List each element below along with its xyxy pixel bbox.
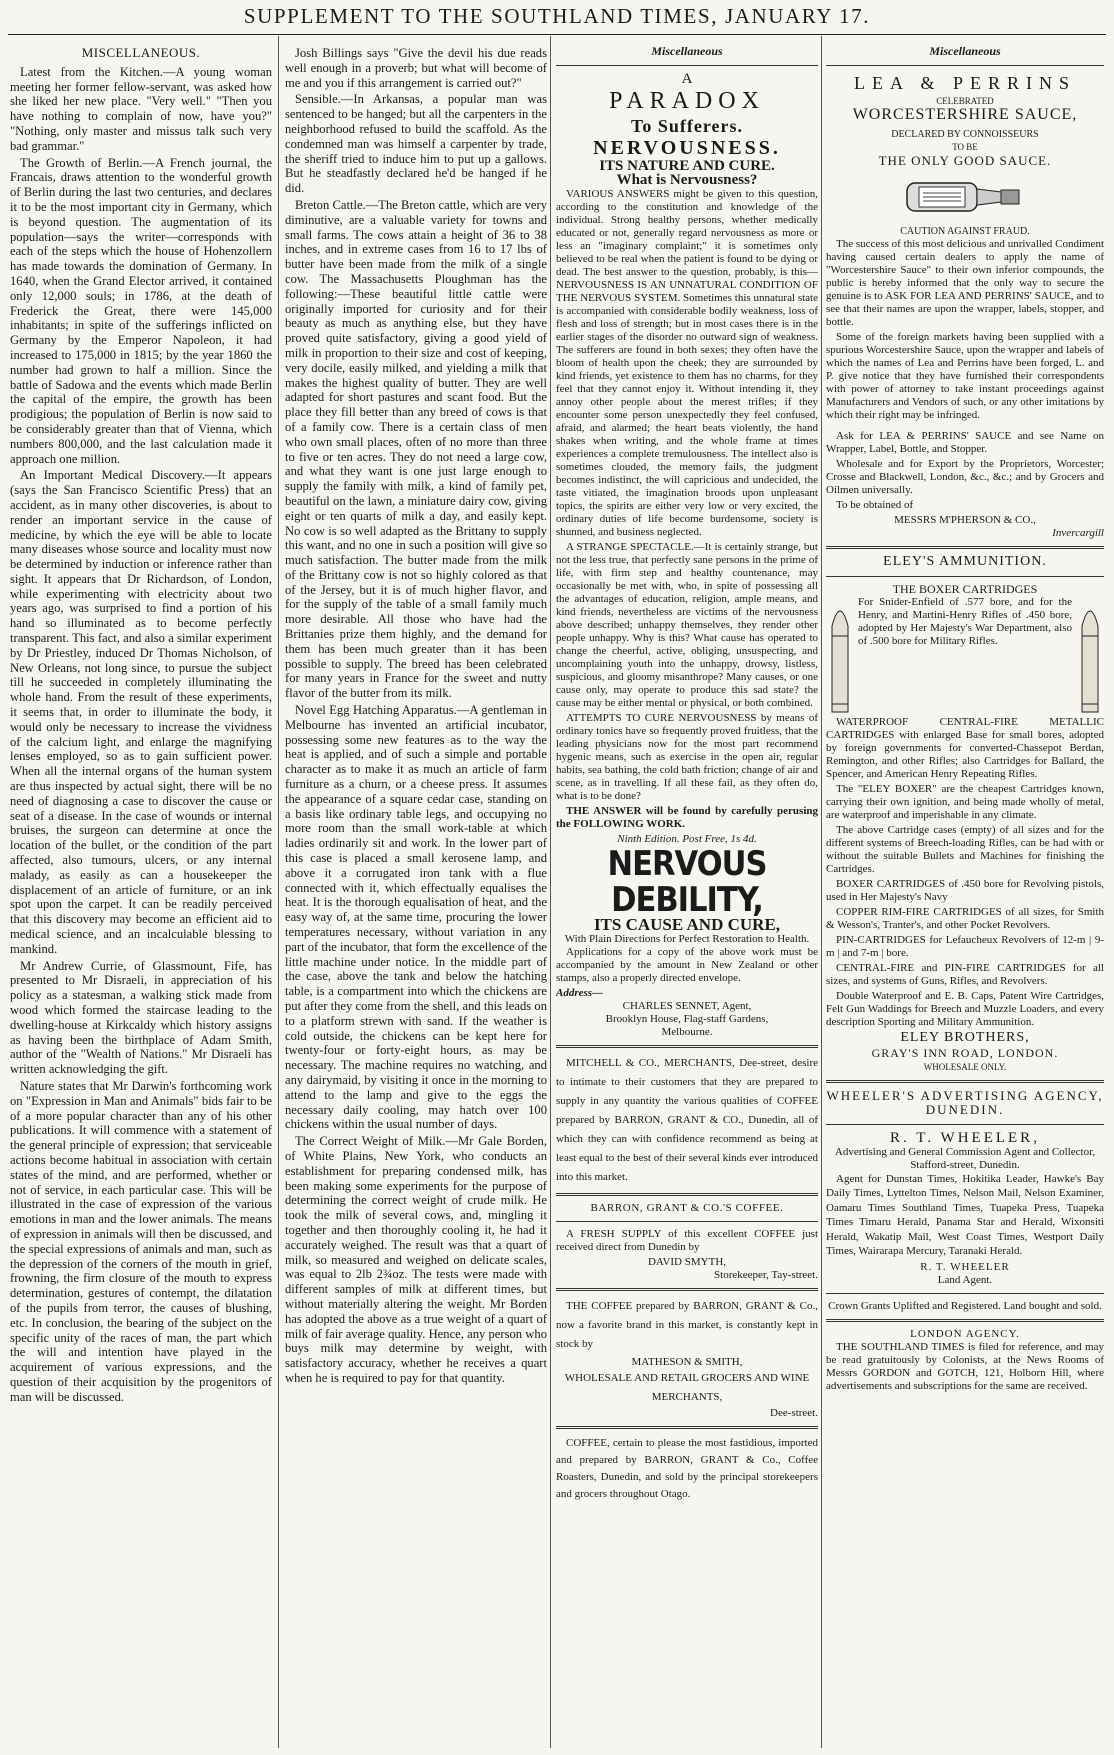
divider [556,1193,818,1196]
ad-letter: A [681,70,693,87]
divider [826,1319,1104,1322]
divider [556,1288,818,1291]
ad-header: BARRON, GRANT & CO.'S COFFEE. [590,1201,784,1214]
ad-header: ELEY'S AMMUNITION. [883,554,1047,570]
ad-label: Address— [556,986,604,999]
sauce-bottle-icon [905,175,1025,219]
article-paragraph: Mr Andrew Currie, of Glassmount, Fife, has presented to Mr Disraeli, in appreciation of his policy as a statesman, a walking stick made from wood which formed the staircase leading to the dwelling-house at Kirkcaldy which history assigns as having been the birthplace of Adam Smith, author of the "Wealth of Nations." Mr Disraeli has written acknowledging the gift. [10,958,272,1077]
ad-text: CAUTION AGAINST FRAUD. [900,226,1030,238]
ad-paragraph: Advertising and General Commission Agent and Collector, [834,1145,1096,1158]
ad-paragraph: VARIOUS ANSWERS might be given to this question, according to the constitution and knowledge of the individual. Strong healthy persons, whether medically educated or not, generally regard nervousness as more or less an "imaginary complaint;" it is sometimes only believed to be real when the patient is found to be dying or dead. The best answer to the question, probably, is this—NERVOUSNESS IS AN UNNATURAL CONDITION OF THE NERVOUS SYSTEM. Sometimes this unnatural state is accompanied with considerable bodily weakness, loss of flesh and loss of strength; but in most cases there is in the earlier stages of the disorder no outward sign of weakness. The sufferers are found in both sexes; they often have the bloom of health upon the cheek; they are surrounded by kind friends, yet existence to them has no charms, for they feel that they cannot enjoy it. Without intending it, they annoy other people about the merest trifles; if they encounter some person unexpectedly they feel confused, afraid, and alarmed; the heart beats violently, the hand shakes when writing, and the whole frame at times experiences a complete tremulousness. The intellect also is sometimes clouded, the memory fails, the judgment becomes indistinct, the will capricious and undecided, the taste vitiated, the imagination broods upon unpleasant topics, the spirits are either very low or very excited, the ordinary duties of life become burdensome, society is shunned, and business neglected. [556,188,818,539]
ad-header: WHEELER'S ADVERTISING AGENCY, DUNEDIN. [826,1087,1104,1118]
ad-paragraph: BOXER CARTRIDGES of .450 bore for Revolving pistols, used in Her Majesty's Navy [826,877,1104,903]
divider [826,1124,1104,1125]
section-header: MISCELLANEOUS. [81,45,201,60]
article-paragraph: The Correct Weight of Milk.—Mr Gale Borden, of White Plains, New York, who conducts an establishment for preparing condensed milk, has been making some experiments for the purpose of determining the correct weight of crude milk. He took the milk of several cows, and, mingling it together and then thoroughly cooling it, he had it accurately weighed. The result was that a quart of milk, so measured and weighed on delicate scales, was equal to 2lb 2¾oz. The tests were made with different samples of milk at different times, but without materially altering the weight. Mr Borden has adopted the above as a true weight of a quart of milk of fair average quality. Hence, any person who buys milk may determine by weight, with satisfactory accuracy, whether he receives a quart when he is required to pay for that quantity. [285,1134,547,1385]
ad-name: ELEY BROTHERS, [900,1029,1030,1045]
ad-headline: NERVOUS DEBILITY, [607,844,767,921]
ad-paragraph: THE COFFEE prepared by BARRON, GRANT & Co., now a favorite brand in this market, is constantly kept in stock by [556,1299,818,1350]
divider [556,65,818,66]
ad-paragraph: PIN-CARTRIDGES for Lefaucheux Revolvers of 12-m | 9-m | and 7-m | bore. [826,933,1104,959]
ad-paragraph: The above Cartridge cases (empty) of all sizes and for the different systems of Breech-loading Rifles, can be had with or without the suitable Bullets and Machines for finishing the Cartridges. [826,823,1104,875]
ad-text: Land Agent. [937,1273,993,1286]
ad-name: MATHESON & SMITH, [631,1355,743,1368]
ad-name: R. T. WHEELER [920,1260,1010,1273]
ad-paragraph: Ask for LEA & PERRINS' SAUCE and see Name on Wrapper, Label, Bottle, and Stopper. [826,430,1104,456]
column-divider [550,36,551,1748]
ad-paragraph: COPPER RIM-FIRE CARTRIDGES of all sizes, for Smith & Wesson's, Tranter's, and other Pocket Revolvers. [826,905,1104,931]
ad-text: DECLARED BY CONNOISSEURS [891,129,1039,141]
ad-paragraph: COFFEE, certain to please the most fastidious, imported and prepared by BARRON, GRANT & Co., Coffee Roasters, Dunedin, and sold by the principal storekeepers and grocers throughout Otago. [556,1436,818,1500]
ad-paragraph: A STRANGE SPECTACLE.—It is certainly strange, but not the less true, that perfectly sane persons in the prime of life, with firm step and healthy countenance, may occasionally be met with, who, in spite of possessing all the advantages of education, religion, ample means, and kind friends, nevertheless are victims of the nervousness above described; unhappy themselves, they render other people unhappy. Why is this? What cause has operated to change the cheerful, active, obliging, unsuspecting, and uncomplaining youth into the unhappy, drowsy, listless, suspicious, and gloomy misanthrope? Many causes, or one cause only, may operate to produce this sad state? the cause may be either mental or physical, or both combined. [556,541,818,710]
section-header: Miscellaneous [929,44,1001,58]
ad-subheadline: To Sufferers. [631,115,743,136]
ad-address: GRAY'S INN ROAD, LONDON. [871,1045,1059,1060]
column-4 [826,40,1104,1740]
ad-address: CHARLES SENNET, Agent, [622,999,752,1012]
ad-paragraph: Wholesale and for Export by the Proprietors, Worcester; Crosse and Blackwell, London, &c., &c.; and by Grocers and Oilmen universally. [826,458,1104,497]
ad-address: Brooklyn House, Flag-staff Gardens, [605,1012,769,1025]
ad-text: TO BE [952,142,978,153]
column-2 [285,40,547,1740]
ad-paragraph: A FRESH SUPPLY of this excellent COFFEE just received direct from Dunedin by [556,1227,818,1253]
section-header: Miscellaneous [651,44,723,58]
ad-subheadline: ITS CAUSE AND CURE, [593,915,781,935]
ad-header: LONDON AGENCY. [910,1327,1020,1340]
ad-paragraph: WATERPROOF CENTRAL-FIRE METALLIC CARTRIDGES with enlarged Base for small bores, adopted by foreign governments for converted-Chassepot Berdan, Remington, and other Rifles; also Cartridges for Ballard, the Spencer, and American Henry Repeating Rifles. [826,715,1104,780]
ad-subheadline: What is Nervousness? [616,172,758,189]
ad-paragraph: With Plain Directions for Perfect Restoration to Health. [564,932,810,945]
ad-text: CELEBRATED [936,95,994,106]
ad-paragraph: Applications for a copy of the above work must be accompanied by the amount in New Zealand or other stamps, also a properly directed envelope. [556,945,818,984]
ad-address: Invercargill [1052,527,1104,540]
article-paragraph: Josh Billings says "Give the devil his due reads well enough in a proverb; but what will become of me and you if this arrangement is carried out?" [285,46,547,90]
ad-headline: NERVOUSNESS. [593,136,781,159]
ad-name: MESSRS M'PHERSON & CO., [894,514,1036,527]
ad-text: WHOLESALE ONLY. [923,1061,1007,1072]
ad-paragraph: Double Waterproof and E. B. Caps, Patent Wire Cartridges, Felt Gun Waddings for Breech and Muzzle Loaders, and every description Sporting and Military Ammunition. [826,989,1104,1028]
divider [826,1080,1104,1083]
ad-address: Storekeeper, Tay-street. [714,1268,818,1281]
ad-address: Stafford-street, Dunedin. [910,1158,1020,1171]
ad-name: R. T. WHEELER, [890,1130,1040,1147]
divider [556,1045,818,1048]
ad-paragraph: MITCHELL & CO., MERCHANTS, Dee-street, desire to intimate to their customers that they are prepared to supply in any quantity the various qualities of COFFEE prepared by BARRON, GRANT & CO., Dunedin, all of which they can with confidence recommend as being at least equal to the best of their several kinds ever introduced into this market. [556,1056,818,1183]
ad-headline: LEA & PERRINS [853,72,1077,93]
article-paragraph: The Growth of Berlin.—A French journal, the Francais, draws attention to the wonderful growth of Berlin during the last two centuries, and declares it to be the most important city in Germany, which is beyond question. The augmentation of its population—says the writer—corresponds with each of the steps which the house of Hohenzollern has made towards the domination of Germany. In 1640, when the Grand Elector arrived, it contained only 12,000 souls; in 1786, at the death of Frederick the Great, there were 145,000 inhabitants; in spite of the sufferings inflicted on Germany by the Emperor Napoleon, it had increased to 175,000 in 1815; by the year 1860 the number had grown to half a million. Since the battle of Sadowa and the events which made Berlin the capital of the empire, the growth has been prodigious; the population of Berlin is now said to be considerably greater than that of Vienna, which numbers 800,000, and the last calculation made it approach one million. [10,155,272,466]
ad-paragraph: For Snider-Enfield of .577 bore, and for the Henry, and Martini-Henry Rifles of .450 bore, adopted by Her Majesty's War Department, also of .500 bore for Military Rifles. [858,595,1072,647]
ad-name: DAVID SMYTH, [647,1255,727,1268]
ad-paragraph: To be obtained of [836,499,914,512]
masthead: SUPPLEMENT TO THE SOUTHLAND TIMES, JANUARY 17. [243,4,871,28]
ad-paragraph: CENTRAL-FIRE and PIN-FIRE CARTRIDGES for all sizes, and systems of Guns, Rifles, and Revolvers. [826,961,1104,987]
ad-edition: Ninth Edition. Post Free, 1s 4d. [617,833,757,846]
article-paragraph: Breton Cattle.—The Breton cattle, which are very diminutive, are a valuable variety for towns and small farms. The cows attain a height of 36 to 38 inches, and in extreme cases from 16 to 17 lbs of butter have been made from the milk of a single cow. The Massachusetts Ploughman has the following:—These beautiful little cattle were originally imported for curiosity and for their beauty as much as anything else, but they have proved quite satisfactory, giving a good yield of milk in proportion to their size and cost of keeping, very docile, easily milked, and yielding a milk that makes the highest quality of butter. They are well adapted for short pastures and scant food. But the place they fill better than any breed of cows is that of a family cow. There is a certain class of men who own small places, often of no more than three to five or ten acres. They do not need a large cow, and what they want is one just large enough to supply the family with milk, a kind of family pet, beautiful on the lawn, a miniature dairy cow, giving eight or ten quarts of milk a day, and easily kept. No cow is so well adapted as the Brittany to supply this want, and no one in such a position will give so much satisfaction. The butter made from the milk of the Brittany cow is not so highly colored as that of the Jersey, but it is of much higher flavor, and for the supply of the table of a small family much more desirable. All those who have had the Brittanies prize them highly, and the demand for them has been much greater than it has been possible to supply. The breed has been celebrated for many years in France for the sweet and nutty flavor of the butter from its milk. [285,197,547,701]
ad-paragraph: WHOLESALE AND RETAIL GROCERS AND WINE MERCHANTS, [564,1371,810,1403]
ad-address: Melbourne. [661,1025,713,1038]
divider [826,576,1104,577]
cartridge-icon [826,596,854,716]
cartridge-icon [1076,596,1104,716]
header-rule [8,34,1106,35]
column-divider [278,36,279,1748]
ad-address: Dee-street. [770,1406,818,1419]
column-divider [821,36,822,1748]
article-paragraph: Nature states that Mr Darwin's forthcoming work on "Expression in Man and Animals" bids fair to be of a more popular character than any of his other publications. It will commence with a statement of the general principle of expression; that serviceable actions become habitual in association with certain states of the mind, and are performed, whether or not of service, in each particular case. This will be illustrated in the case of expression of the various emotions in man and the lower animals. The means of expression in animals will then be discussed, and the special expressions of animals and man, such as the depression of the corners of the mouth in grief, frowning, the firm closure of the mouth to express determination, gestures of contempt, the dilatation of the pupils from terror, the causes of blushing, etc. In conclusion, the bearing of the subject on the specific unity of the races of man, the part which the will and intention have played in the acquirement of various expressions, and the question of their acquisition by the progenitors of man will be discussed. [10,1078,272,1404]
article-paragraph: An Important Medical Discovery.—It appears (says the San Francisco Scientific Press) that an accident, as in many other discoveries, is about to render an important service in the cause of medicine, by which the eye will be able to locate many diseases whose source and locality must now be determined by induction or inference rather than sight. It appears that Dr Richardson, of London, while experimenting with electricity about two years ago, was surprised to find a portion of his hand so illuminated as to become perfectly transparent. This fact, and also a similar experiment by Dr Priestley, induced Dr Thomas Nicholson, of New Orleans, not long since, to pursue the subject till he succeeded in completely illuminating the whole hand. From the result of these experiments, it seems that, in order to illuminate the body, it would only be necessary to increase the vividness of the calcium light, and enlarge the magnifying lenses employed, so as to gain sufficient power. When all the internal organs of the human system are thus inspected by actual sight, there will be no need of diagnosing a case to discover the cause or seat of a disease. In the case of wounds or internal bruises, the surgeon can determine at once the location of the bullet, or the condition of the part affected, also tumours, ulcers, or any internal malady, as easily as can a housekeeper the displacement of an article of furniture, or an ink spot upon the carpet. It can be readily perceived that this discovery may become an efficient aid to medical science, and an incalculable blessing to mankind. [10,468,272,956]
ad-paragraph: Agent for Dunstan Times, Hokitika Leader, Hawke's Bay Daily Times, Lyttelton Times, Nelson Mail, Nelson Examiner, Oamaru Times Southland Times, Tuapeka Press, Tuapeka Times Timaru Herald, Panama Star and Herald, Wixonsiti Herald, Wakatip Mail, West Coast Times, Westport Daily Times, Wairarapa Mercury, Taranaki Herald. [826,1172,1104,1258]
divider [826,546,1104,549]
ad-subheadline: ITS NATURE AND CURE. [599,157,775,174]
ad-headline: WORCESTERSHIRE SAUCE, [852,105,1078,123]
ad-headline: THE ONLY GOOD SAUCE. [878,153,1052,169]
ad-headline: PARADOX [609,87,765,114]
divider [826,1293,1104,1294]
ad-paragraph: Crown Grants Uplifted and Registered. Land bought and sold. [828,1299,1102,1312]
divider [556,1221,818,1222]
ad-subheadline: THE BOXER CARTRIDGES [892,581,1038,596]
ad-paragraph: The success of this most delicious and unrivalled Condiment having caused certain dealers to apply the name of "Worcestershire Sauce" to their own inferior compounds, the public is hereby informed that the only way to secure the genuine is to ASK FOR LEA AND PERRINS' SAUCE, and to see that their names are upon the wrapper, labels, stopper, and bottle. [826,238,1104,329]
ad-paragraph: THE ANSWER will be found by carefully perusing the FOLLOWING WORK. [556,805,818,831]
column-1 [10,40,272,1740]
divider [826,65,1104,66]
article-paragraph: Latest from the Kitchen.—A young woman meeting her former fellow-servant, was asked how she liked her new place. "Very well." "Then you have nothing to complain of now, have you?" "Nothing, only master and missus talk such very bad grammar." [10,64,272,153]
ad-paragraph: THE SOUTHLAND TIMES is filed for reference, and may be read gratuitously by Colonists, at the News Rooms of Messrs GORDON and GOTCH, 121, Holborn Hill, where advertisements and subscriptions for the same are received. [826,1340,1104,1392]
ad-paragraph: ATTEMPTS TO CURE NERVOUSNESS by means of ordinary tonics have so frequently proved fruitless, that the leading physicians now for the most part recommend hygenic means, such as exercise in the open air, regular habits, sea bathing, the cold bath friction; change of air and scene, as in travelling. If all these fail, as they often do, what is to be done? [556,712,818,803]
article-paragraph: Novel Egg Hatching Apparatus.—A gentleman in Melbourne has invented an artificial incubator, possessing some new features as to the way the heat is applied, and of such a simple and portable character as to make it as much an article of farm furniture as a churn, or a cheese press. It assumes the appearance of a square cedar case, standing on a basis like ordinary table legs, and occupying no more room than the small work-table at which ladies ordinarily sit and work. In the lower part of this case is placed a small kerosene lamp, and above it a corrugated iron tank with a flue connected with it, which effectually equalises the heat. It is the thorough equalisation of heat, and the easy way of, at the same time, procuring the lower temperatures necessary, without variation in any part of the incubator, that form the excellence of the little machine under notice. In the middle part of the case, above the tank and below the hatching table, is a compartment into which the chickens are put after they come from the shell, and this leads on to a platform strewn with sand. If the weather is cold outside, the chickens can be kept here for twenty-four or forty-eight hours, as may be necessary. The machine requires no watching, and any dairymaid, by visiting it once in the morning to attend to the lamp and give to the eggs the necessary daily cooling, may hatch over 100 chickens within the usual number of days. [285,703,547,1132]
ad-paragraph: Some of the foreign markets having been supplied with a spurious Worcestershire Sauce, upon the wrapper and labels of which the names of Lea and Perrins have been forged, L. and P. give notice that they have furnished their correspondents with power of attorney to take instant proceedings against Manufacturers and Vendors of such, or any other imitations by which their right may be infringed. [826,331,1104,422]
ad-paragraph: The "ELEY BOXER" are the cheapest Cartridges known, carrying their own ignition, and being made wholly of metal, are waterproof and imperishable in any climate. [826,782,1104,821]
divider [556,1426,818,1429]
ad-cartridge-block [826,596,1104,716]
column-3 [556,40,818,1740]
article-paragraph: Sensible.—In Arkansas, a popular man was sentenced to be hanged; but all the carpenters in the neighborhood refused to build the scaffold. As the condemned man was himself a carpenter by trade, the sheriff tried to induce him to put up a gallows. But he steadfastly declared he'd be hanged if he did. [285,92,547,196]
